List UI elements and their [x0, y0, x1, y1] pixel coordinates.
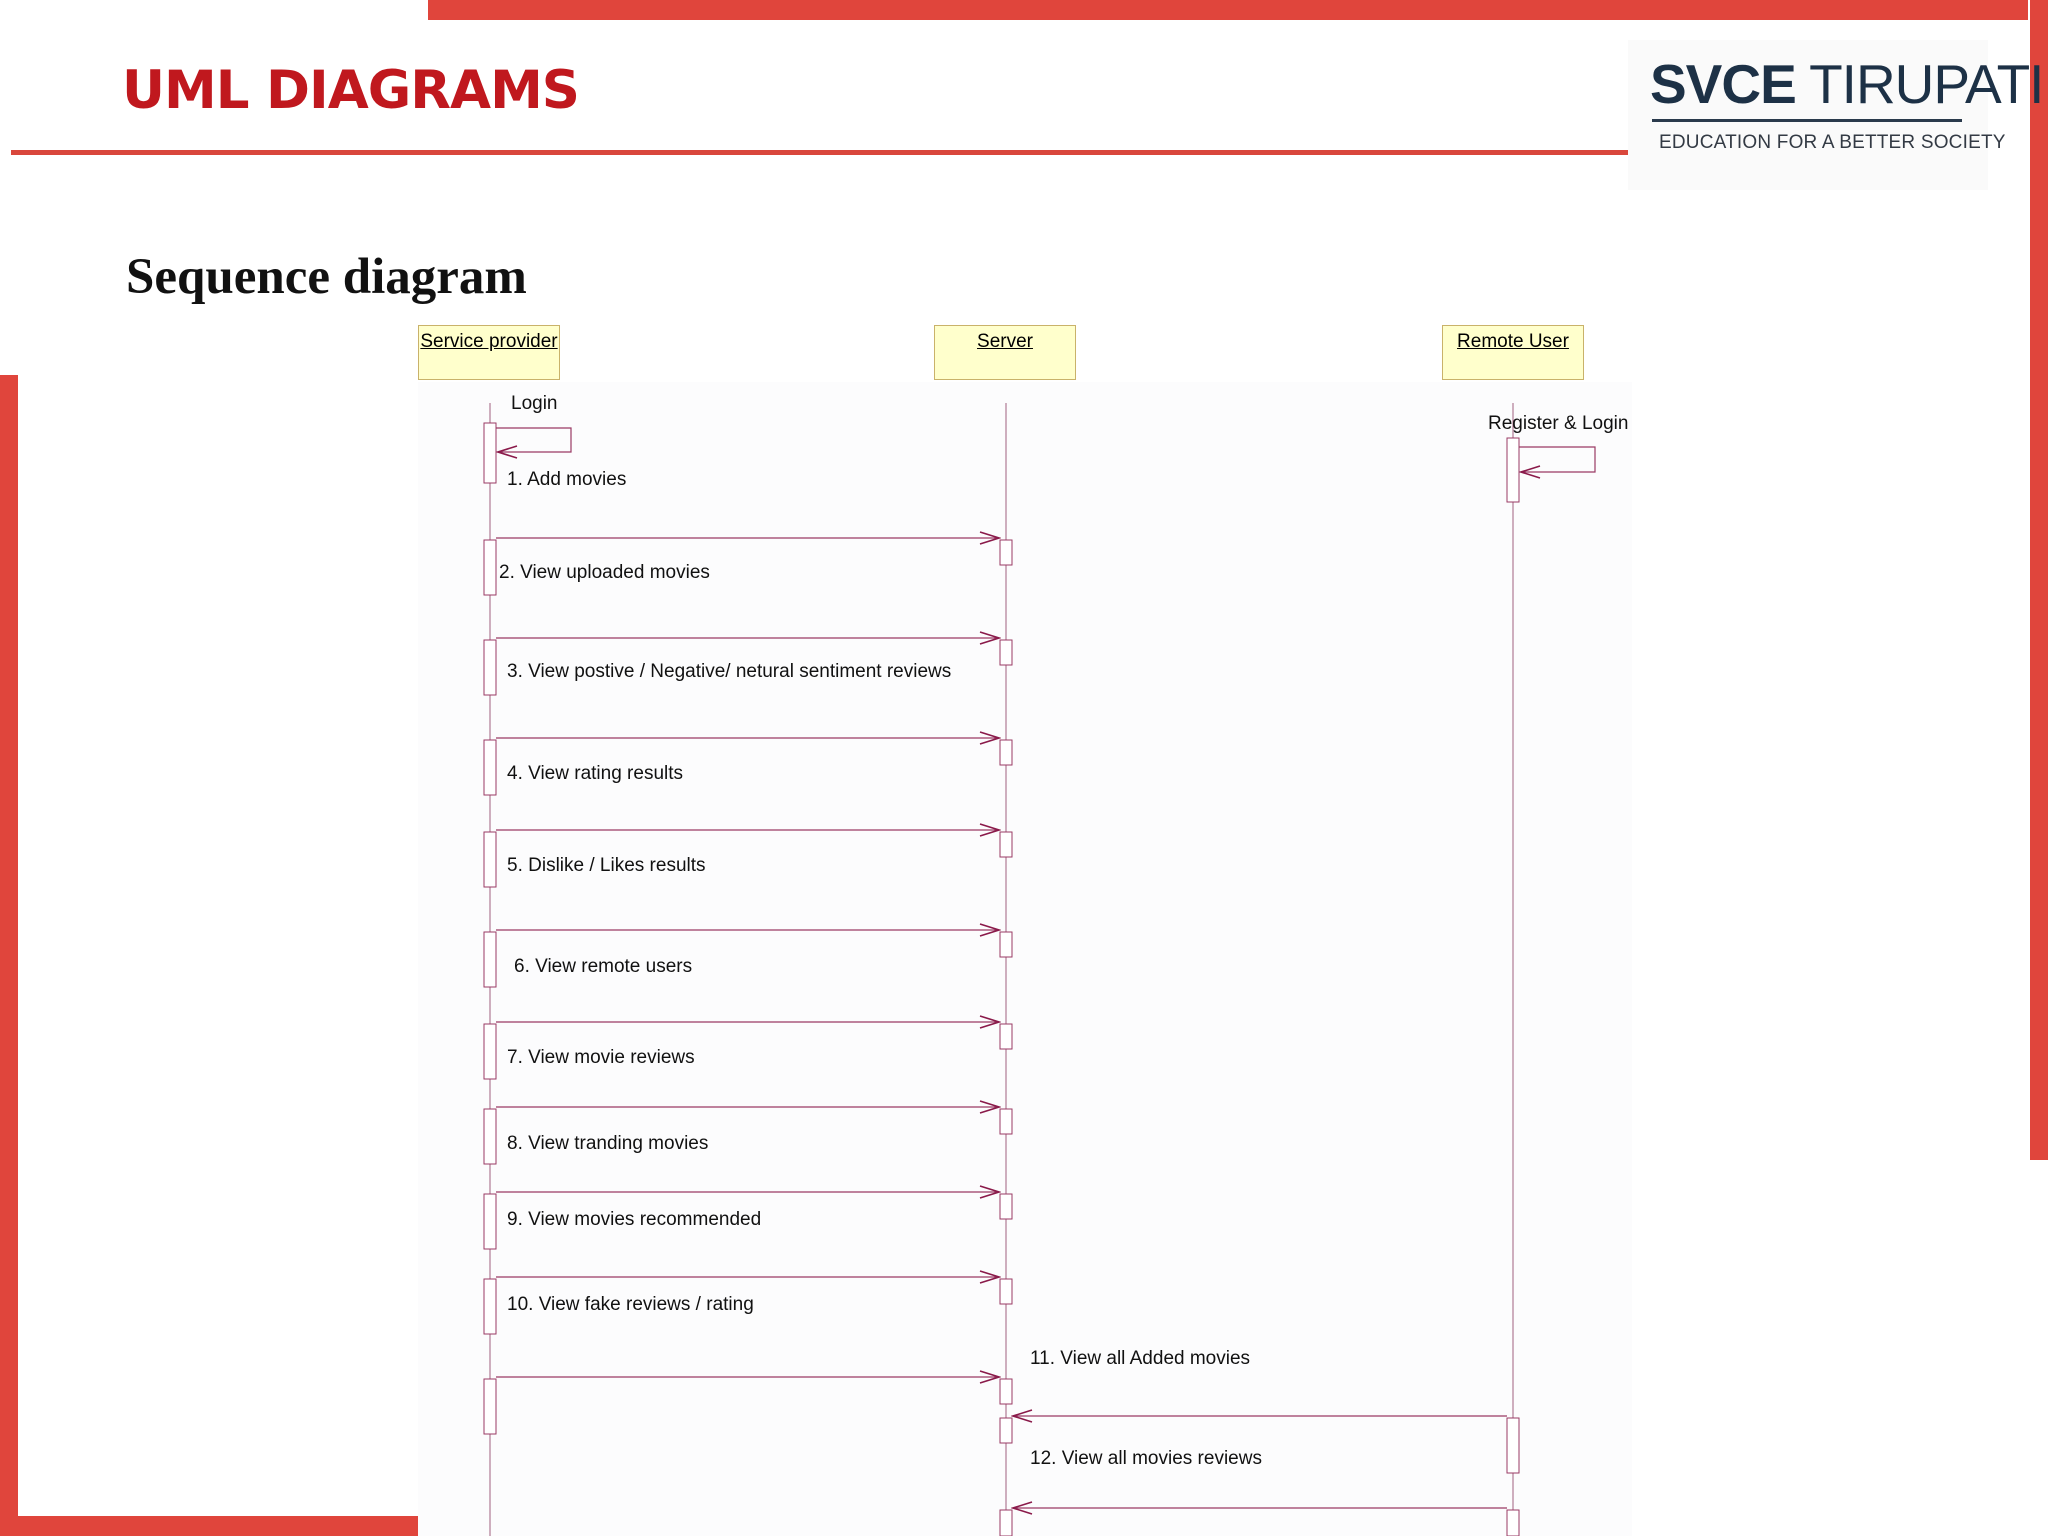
message-label-3: 3. View postive / Negative/ netural sentiment reviews: [507, 661, 952, 682]
activation-server-5: [1000, 932, 1012, 957]
activation-server-10: [1000, 1379, 1012, 1404]
activation-sp-2: [484, 640, 496, 695]
activation-sp-4: [484, 832, 496, 887]
activation-server-6: [1000, 1024, 1012, 1049]
message-label-5: 5. Dislike / Likes results: [507, 855, 706, 876]
activation-ru-12: [1507, 1510, 1519, 1536]
activation-sp-10: [484, 1379, 496, 1434]
self-message-label-login: Login: [511, 393, 558, 414]
activation-sp-login: [484, 423, 496, 483]
logo-name-bold: SVCE: [1650, 53, 1796, 115]
message-label-7: 7. View movie reviews: [507, 1047, 695, 1068]
activation-server-11: [1000, 1418, 1012, 1443]
actor-remote-user: Remote User: [1442, 325, 1584, 380]
activation-sp-5: [484, 932, 496, 987]
activation-server-9: [1000, 1279, 1012, 1304]
activation-sp-9: [484, 1279, 496, 1334]
message-label-10: 10. View fake reviews / rating: [507, 1294, 754, 1315]
self-message-register-login: [1519, 447, 1595, 472]
activation-server-1: [1000, 540, 1012, 565]
message-label-8: 8. View tranding movies: [507, 1133, 709, 1154]
message-label-1: 1. Add movies: [507, 469, 627, 490]
message-label-6: 6. View remote users: [514, 956, 693, 977]
activation-sp-6: [484, 1024, 496, 1079]
actor-service-provider: Service provider: [418, 325, 560, 380]
message-label-4: 4. View rating results: [507, 763, 684, 784]
logo-tagline: EDUCATION FOR A BETTER SOCIETY: [1659, 132, 2006, 153]
self-message-login: [496, 428, 571, 452]
activation-sp-1: [484, 540, 496, 595]
activation-server-2: [1000, 640, 1012, 665]
message-label-2: 2. View uploaded movies: [499, 562, 710, 583]
activation-ru-login: [1507, 438, 1519, 502]
diagram-subtitle: Sequence diagram: [126, 249, 527, 305]
activation-sp-3: [484, 740, 496, 795]
activation-server-8: [1000, 1194, 1012, 1219]
activation-server-4: [1000, 832, 1012, 857]
activation-ru-11: [1507, 1418, 1519, 1473]
message-label-11: 11. View all Added movies: [1030, 1348, 1251, 1369]
actor-server: Server: [934, 325, 1076, 380]
activation-sp-7: [484, 1109, 496, 1164]
logo-name-light: TIRUPATI: [1795, 53, 2044, 115]
activation-server-7: [1000, 1109, 1012, 1134]
activation-server-12: [1000, 1510, 1012, 1536]
page-title: UML DIAGRAMS: [122, 60, 579, 121]
message-label-12: 12. View all movies reviews: [1030, 1448, 1262, 1469]
activation-sp-8: [484, 1194, 496, 1249]
self-message-label-register-login: Register & Login: [1488, 413, 1629, 434]
message-label-9: 9. View movies recommended: [507, 1209, 762, 1230]
activation-server-3: [1000, 740, 1012, 765]
